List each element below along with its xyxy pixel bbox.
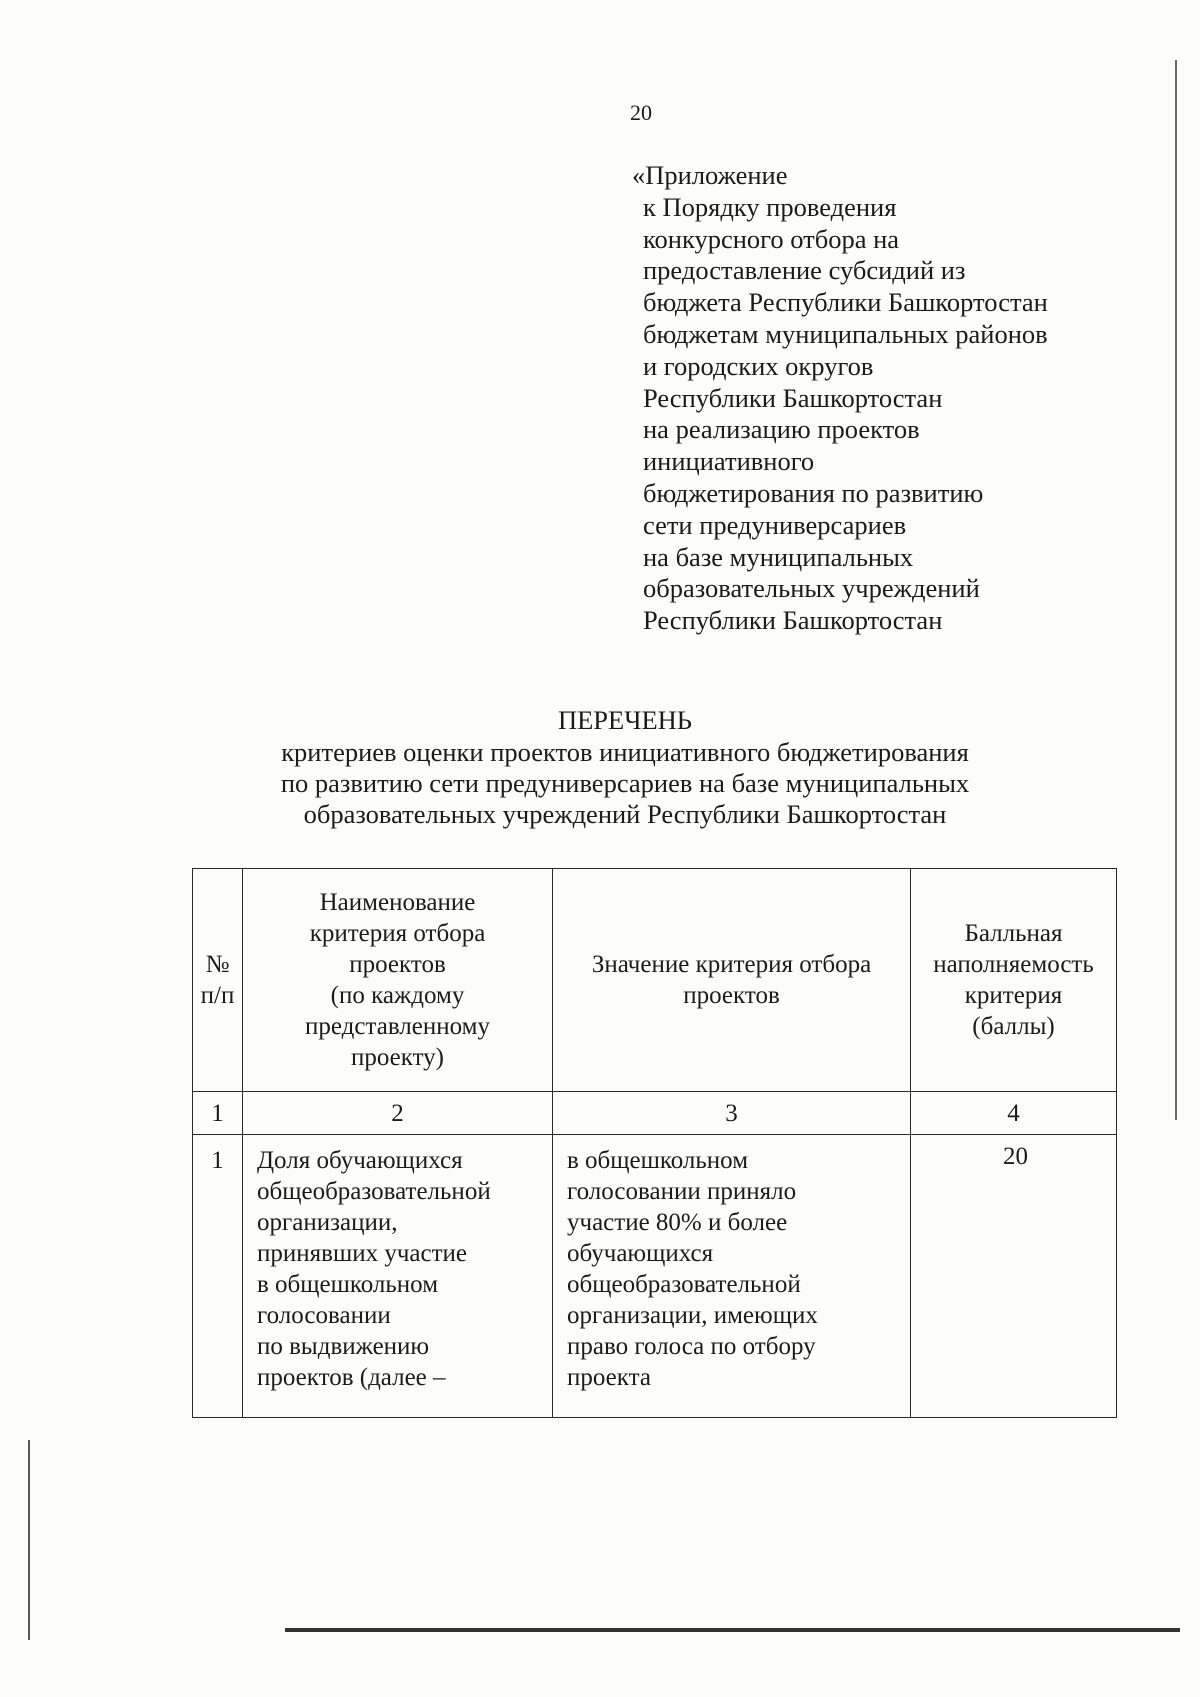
header-line: № xyxy=(205,951,230,978)
header-line: проектов xyxy=(683,982,780,1009)
value-line: участие 80% и более xyxy=(567,1209,788,1236)
criterion-line: проектов (далее – xyxy=(257,1364,446,1391)
appendix-line: к Порядку проведения xyxy=(643,191,897,222)
criterion-line: Доля обучающихся xyxy=(257,1147,463,1174)
criterion-line: общеобразовательной xyxy=(257,1178,491,1205)
title-line: по развитию сети предуниверсариев на базе муниципальных xyxy=(280,768,970,798)
header-line: (по каждому xyxy=(330,982,465,1009)
criterion-value xyxy=(553,1135,911,1418)
header-line: п/п xyxy=(200,982,235,1009)
header-points xyxy=(911,869,1117,1092)
value-line: в общешкольном xyxy=(567,1147,749,1174)
header-number xyxy=(193,869,243,1092)
value-line: организации, имеющих xyxy=(567,1302,818,1329)
criterion-line: по выдвижению xyxy=(257,1333,430,1360)
header-criterion-name xyxy=(243,869,553,1092)
appendix-line: бюджетам муниципальных районов xyxy=(643,318,1048,349)
header-line: Балльная xyxy=(964,920,1063,947)
header-line: критерия отбора xyxy=(309,920,486,947)
appendix-line: сети предуниверсариев xyxy=(643,509,907,540)
title-heading: ПЕРЕЧЕНЬ xyxy=(557,705,692,735)
appendix-reference xyxy=(632,160,1048,637)
title-line: критериев оценки проектов инициативного бюджетирования xyxy=(281,737,969,767)
appendix-line: инициативного xyxy=(643,446,815,477)
points-value: 20 xyxy=(911,1135,1117,1418)
appendix-line: Республики Башкортостан xyxy=(643,605,943,636)
criterion-line: принявших участие xyxy=(257,1240,467,1267)
appendix-line: образовательных учреждений xyxy=(643,573,980,604)
column-number: 1 xyxy=(193,1092,243,1135)
header-line: Значение критерия отбора xyxy=(591,951,872,978)
table-header-row xyxy=(193,869,1117,1092)
title-line: образовательных учреждений Республики Башкортостан xyxy=(303,799,947,829)
column-number: 3 xyxy=(553,1092,911,1135)
table-row xyxy=(193,1135,1117,1418)
header-line: критерия xyxy=(964,982,1063,1009)
column-number: 2 xyxy=(243,1092,553,1135)
appendix-line: бюджета Республики Башкортостан xyxy=(643,287,1048,318)
scan-edge-line xyxy=(285,1628,1180,1632)
appendix-line: конкурсного отбора на xyxy=(643,223,900,254)
column-number: 4 xyxy=(911,1092,1117,1135)
value-line: общеобразовательной xyxy=(567,1271,801,1298)
page-number: 20 xyxy=(630,100,652,125)
header-criterion-value xyxy=(553,869,911,1092)
appendix-line: бюджетирования по развитию xyxy=(643,477,984,508)
value-line: проекта xyxy=(567,1364,651,1391)
value-line: право голоса по отбору xyxy=(567,1333,816,1360)
criterion-line: в общешкольном xyxy=(257,1271,439,1298)
appendix-line: Республики Башкортостан xyxy=(643,382,943,413)
appendix-line: «Приложение xyxy=(632,160,788,190)
appendix-line: предоставление субсидий из xyxy=(643,255,966,286)
criterion-line: голосовании xyxy=(257,1302,391,1329)
value-line: обучающихся xyxy=(567,1240,714,1267)
criterion-line: организации, xyxy=(257,1209,398,1236)
appendix-line: и городских округов xyxy=(643,350,874,381)
value-line: голосовании приняло xyxy=(567,1178,797,1205)
header-line: представленному xyxy=(305,1013,490,1040)
scan-margin-line xyxy=(28,1440,30,1640)
appendix-line: на базе муниципальных xyxy=(643,541,914,572)
header-line: проекту) xyxy=(350,1044,445,1071)
scan-margin-line xyxy=(1175,60,1177,1120)
criteria-table xyxy=(192,868,1117,1418)
row-number: 1 xyxy=(193,1135,243,1418)
header-line: наполняемость xyxy=(933,951,1094,978)
header-line: Наименование xyxy=(319,889,476,916)
document-title xyxy=(225,705,1025,830)
header-line: проектов xyxy=(349,951,446,978)
criterion-name xyxy=(243,1135,553,1418)
appendix-line: на реализацию проектов xyxy=(643,414,920,445)
header-line: (баллы) xyxy=(972,1013,1055,1040)
column-number-row xyxy=(193,1092,1117,1135)
